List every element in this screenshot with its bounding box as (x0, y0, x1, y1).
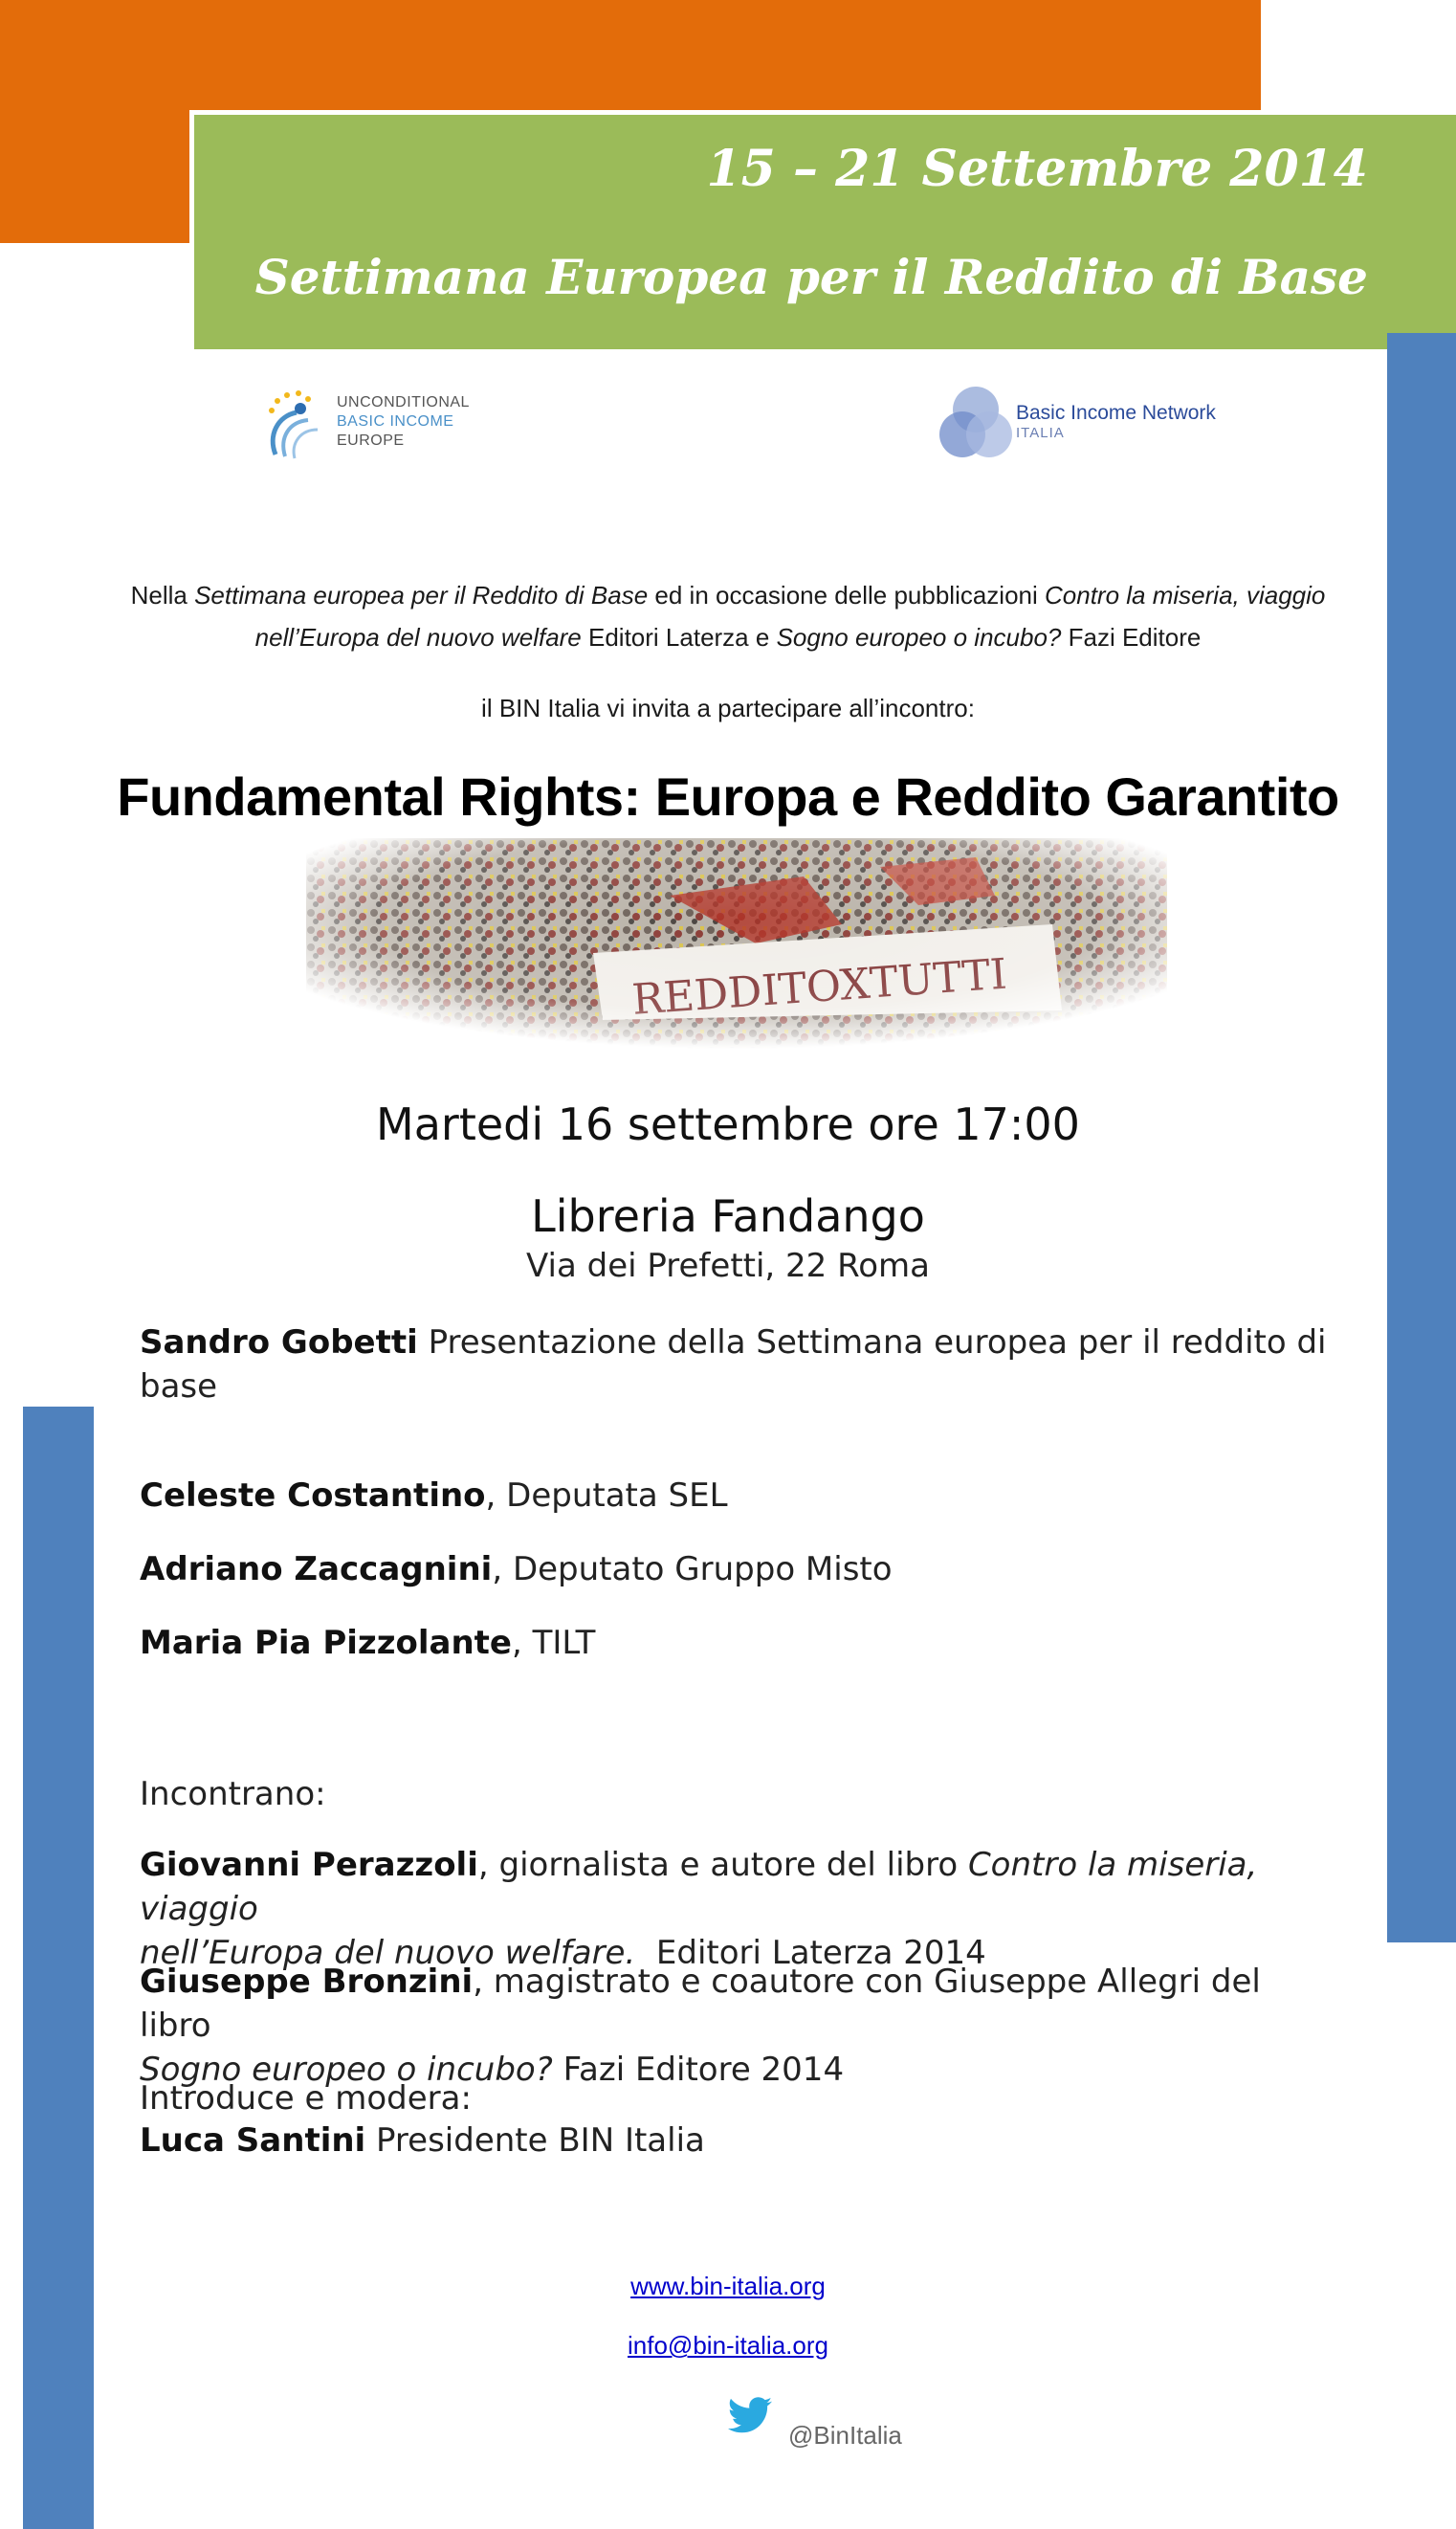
email-link[interactable]: info@bin-italia.org (628, 2331, 828, 2360)
speaker-name: Maria Pia Pizzolante (140, 1624, 512, 1662)
book-title: Sogno europeo o incubo? (140, 2051, 553, 2089)
ubie-logo (258, 388, 488, 466)
speaker-name: Sandro Gobetti (140, 1323, 418, 1362)
event-week-dates: 15 – 21 Settembre 2014 (706, 140, 1368, 198)
event-week-title: Settimana Europea per il Reddito di Base (254, 249, 1368, 305)
speaker-role: Presentazione della Settimana europea per il reddito di base (140, 1323, 1327, 1406)
invite-line: il BIN Italia vi invita a partecipare all’incontro: (481, 694, 975, 722)
intro-text: Nella (130, 581, 195, 610)
twitter-bird-icon (723, 2392, 777, 2440)
speaker-role: , TILT (511, 1624, 596, 1662)
blue-decor-bar-left (23, 1407, 94, 2529)
intro-italic: Contro la miseria, viaggio (1045, 581, 1326, 610)
speaker-entry (140, 1843, 1335, 1975)
ubie-line-3: EUROPE (337, 433, 405, 449)
twitter-handle: @BinItalia (788, 2421, 902, 2450)
event-headline: Fundamental Rights: Europa e Reddito Garantito (117, 766, 1339, 827)
venue-name: Libreria Fandango (531, 1190, 925, 1242)
ubie-line-2: BASIC INCOME (337, 413, 454, 430)
bin-logo-circles-icon (938, 381, 1014, 473)
speaker-name: Giovanni Perazzoli (140, 1846, 478, 1884)
speaker-entry (140, 2119, 1335, 2163)
book-title: Contro la miseria, viaggio (140, 1846, 1258, 1928)
speaker-entry (140, 1474, 1335, 1518)
intro-italic: nell’Europa del nuovo welfare (254, 623, 582, 652)
ubie-line-1: UNCONDITIONAL (337, 394, 470, 410)
speaker-name: Luca Santini (140, 2121, 366, 2160)
intro-text: ed in occasione delle pubblicazioni (648, 581, 1046, 610)
speaker-role: Presidente BIN Italia (365, 2121, 705, 2160)
speaker-name: Adriano Zaccagnini (140, 1550, 493, 1588)
speaker-entry (140, 1320, 1335, 1409)
intro-italic: Sogno europeo o incubo? (776, 623, 1062, 652)
speaker-role: , magistrato e coautore con Giuseppe Allegri del libro (140, 1963, 1261, 2045)
header-banner (189, 110, 1456, 349)
speaker-entry (140, 1960, 1335, 2092)
incontrano-label: Incontrano: (140, 1775, 326, 1813)
website-link[interactable]: www.bin-italia.org (630, 2272, 826, 2300)
bin-name: Basic Income Network (1016, 402, 1216, 424)
ubie-logo-mark-icon (258, 388, 331, 466)
intro-paragraph (0, 574, 1456, 658)
publisher: Fazi Editore 2014 (552, 2051, 845, 2089)
speaker-entry (140, 1621, 1335, 1665)
intro-text: Fazi Editore (1061, 623, 1202, 652)
speaker-name: Celeste Costantino (140, 1476, 486, 1515)
bin-logo (938, 381, 1244, 477)
crowd-photo (306, 838, 1167, 1049)
speaker-role: , Deputata SEL (485, 1476, 728, 1515)
speaker-role: , giornalista e autore del libro (477, 1846, 968, 1884)
bin-sub: ITALIA (1016, 425, 1065, 441)
venue-address: Via dei Prefetti, 22 Roma (526, 1247, 930, 1285)
moderator-label: Introduce e modera: (140, 2079, 472, 2118)
twitter-handle-row[interactable] (723, 2392, 953, 2459)
event-datetime: Martedi 16 settembre ore 17:00 (376, 1098, 1080, 1150)
book-title: nell’Europa del nuovo welfare. (140, 1934, 636, 1972)
speaker-name: Giuseppe Bronzini (140, 1963, 474, 2001)
speaker-entry (140, 1547, 1335, 1591)
speaker-role: , Deputato Gruppo Misto (492, 1550, 893, 1588)
publisher: Editori Laterza 2014 (635, 1934, 986, 1972)
intro-text: Editori Laterza e (581, 623, 777, 652)
intro-italic: Settimana europea per il Reddito di Base (194, 581, 649, 610)
